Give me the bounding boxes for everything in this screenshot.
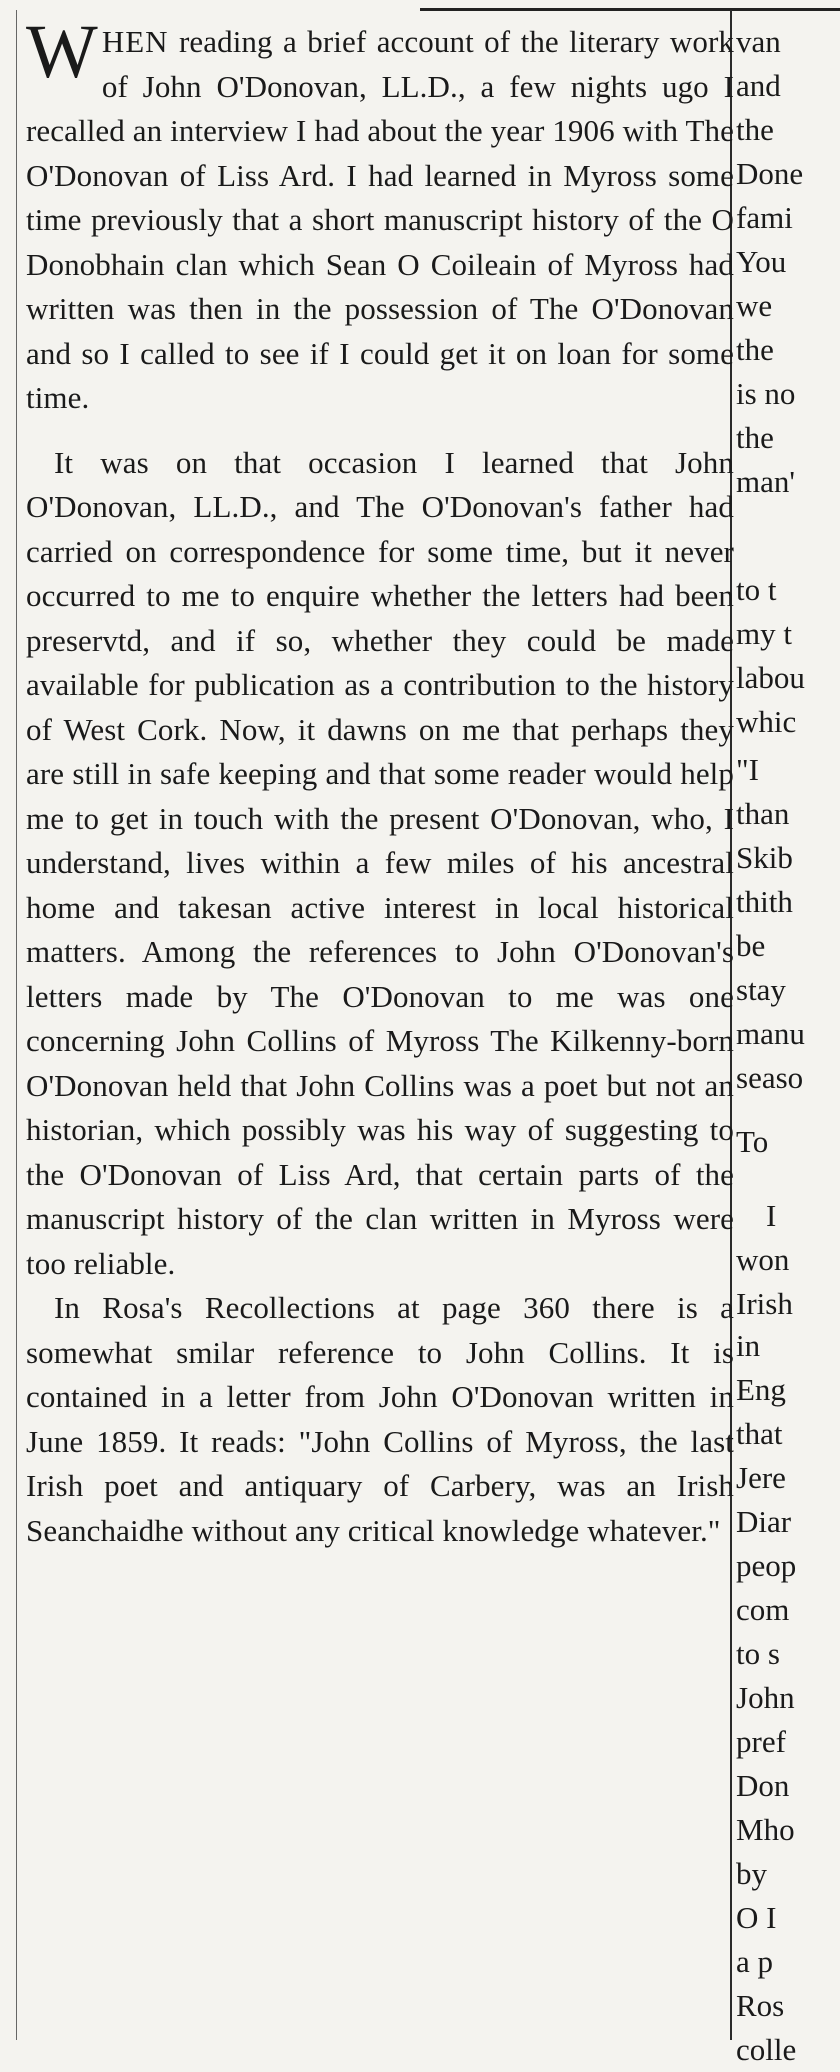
fragment-line: the xyxy=(736,420,774,455)
fragment-line: John xyxy=(736,1680,795,1715)
drop-cap: W xyxy=(26,10,98,94)
fragment-line: Eng xyxy=(736,1372,786,1407)
fragment-line: Jere xyxy=(736,1460,786,1495)
fragment-line: Don xyxy=(736,1768,790,1803)
fragment-line: Skib xyxy=(736,840,793,875)
fragment-line: the xyxy=(736,332,774,367)
fragment-line: Done xyxy=(736,156,804,191)
fragment-line: To xyxy=(736,1124,769,1159)
column-divider-left xyxy=(16,10,17,2040)
fragment-line: whic xyxy=(736,704,797,739)
fragment-line: Irish xyxy=(736,1286,793,1321)
fragment-line: com xyxy=(736,1592,790,1627)
fragment-line: and xyxy=(736,68,781,103)
fragment-line: my t xyxy=(736,616,792,651)
fragment-line: we xyxy=(736,288,773,323)
fragment-line: labou xyxy=(736,660,805,695)
top-rule xyxy=(420,8,840,11)
fragment-line: stay xyxy=(736,972,786,1007)
fragment-line: pref xyxy=(736,1724,786,1759)
paragraph-2: It was on that occasion I learned that John O'Donovan, LL.D., and The O'Donovan's father had carried on correspondence for some time, but it never occurred to me to enquire whether the letters had been preservtd, and if so, whether they could be made available for publication as a contribution to the history of West Cork. Now, it dawns on me that perhaps they are still in safe keeping and that some reader would help me to get in touch with the present O'Donovan, who, I understand, lives within a few miles of his ancestral home and takesan active interest in local historical matters. Among the references to John O'Donovan's letters made by The O'Donovan to me was one concerning John Collins of Myross The Kilkenny-born O'Donovan held that John Collins was a poet but not an historian, which possibly was his way of suggesting to the O'Donovan of Liss Ard, that certain parts of the manuscript history of the clan written in Myross were too reliable. xyxy=(26,444,734,1281)
fragment-line: Diar xyxy=(736,1504,792,1539)
fragment-line: O I xyxy=(736,1900,777,1935)
fragment-line: Ros xyxy=(736,1988,785,2023)
paragraph-1-body: reading a brief account of the literary work of John O'Donovan, LL.D., a few nights ugo I recalled an interview I had about the year 1906 with The O'Donovan of Liss Ard. I had learned in Myross some time previously that a short manuscript history of the O Donobhain clan which Sean O Coileain of Myross had written was then in the possession of The O'Donovan and so I called to see if I could get it on loan for some time. xyxy=(26,24,734,415)
fragment-line: than xyxy=(736,796,790,831)
fragment-line: peop xyxy=(736,1548,797,1583)
fragment-line: colle xyxy=(736,2032,797,2067)
fragment-line: man' xyxy=(736,464,795,499)
fragment-line: I xyxy=(766,1198,777,1233)
fragment-line: You xyxy=(736,244,787,279)
fragment-line: Mho xyxy=(736,1812,795,1847)
fragment-line: is no xyxy=(736,376,796,411)
paragraph-1 xyxy=(26,10,734,421)
fragment-line: that xyxy=(736,1416,783,1451)
fragment-line: to t xyxy=(736,572,777,607)
fragment-line: won xyxy=(736,1242,790,1277)
fragment-line: by xyxy=(736,1856,767,1891)
fragment-line: the xyxy=(736,112,774,147)
fragment-line: a p xyxy=(736,1944,774,1979)
paragraph-1-lead: HEN xyxy=(101,24,169,59)
fragment-line: seaso xyxy=(736,1060,804,1095)
article-column xyxy=(26,10,734,1553)
fragment-line: "I xyxy=(736,752,759,787)
fragment-line: manu xyxy=(736,1016,805,1051)
fragment-line: fami xyxy=(736,200,793,235)
paragraph-3: In Rosa's Recollections at page 360 there is a somewhat smilar reference to John Collins. It is contained in a letter from John O'Donovan written in June 1859. It reads: "John Collins of Myross, the last Irish poet and antiquary of Carbery, was an Irish Seanchaidhe without any critical knowledge whatever." xyxy=(26,1290,734,1548)
fragment-line: van xyxy=(736,24,781,59)
fragment-line: thith xyxy=(736,884,793,919)
fragment-line: be xyxy=(736,928,766,963)
fragment-line: in xyxy=(736,1328,761,1363)
fragment-line: to s xyxy=(736,1636,780,1671)
adjacent-column-fragment xyxy=(736,20,840,2067)
